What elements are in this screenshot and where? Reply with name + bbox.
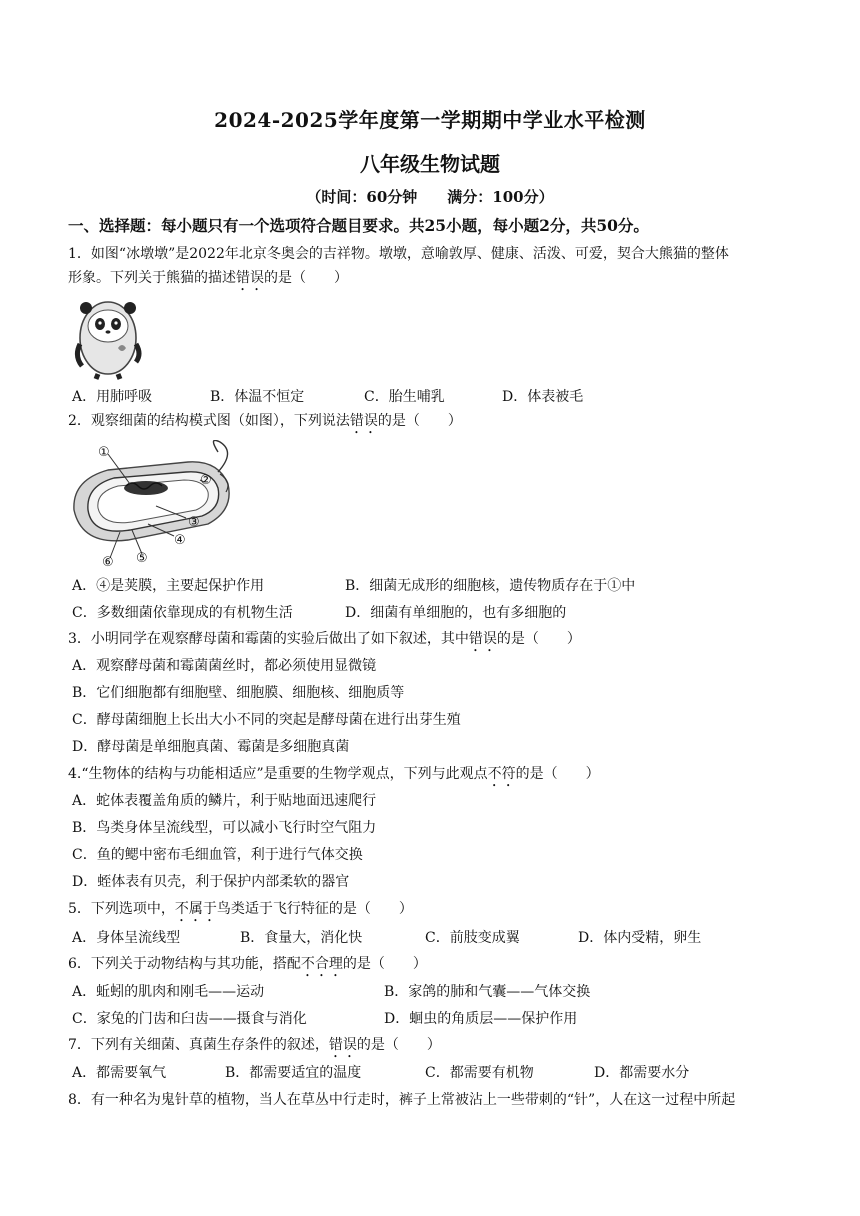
bacterium-label-1: ① bbox=[98, 445, 110, 460]
q3-stem bbox=[68, 629, 581, 655]
q4-option-a: A．蛇体表覆盖角质的鳞片，利于贴地面迅速爬行 bbox=[72, 793, 377, 809]
q6-option-c: C．家兔的门齿和臼齿——摄食与消化 bbox=[72, 1011, 307, 1027]
q3-option-a: A．观察酵母菌和霉菌菌丝时，都必须使用显微镜 bbox=[72, 658, 377, 674]
q3-emphasis: 错误 bbox=[468, 631, 497, 647]
q1-emphasis: 错误 bbox=[236, 270, 264, 286]
q2-stem-text: 2．观察细菌的结构模式图（如图），下列说法 bbox=[68, 413, 350, 429]
q5-option-c: C．前肢变成翼 bbox=[425, 930, 520, 946]
q5-option-d: D．体内受精，卵生 bbox=[578, 930, 702, 946]
q1-option-c: C．胎生哺乳 bbox=[364, 389, 445, 405]
q1-stem-tail: 的是（ ） bbox=[264, 270, 348, 286]
bacterium-label-5: ⑤ bbox=[136, 551, 148, 566]
q7-option-c: C．都需要有机物 bbox=[425, 1065, 534, 1081]
q1-stem-text: 形象。下列关于熊猫的描述 bbox=[68, 270, 236, 286]
bacterium-label-4: ④ bbox=[174, 533, 186, 548]
q8-stem-line1: 8．有一种名为鬼针草的植物，当人在草丛中行走时，裤子上常被沾上一些带刺的“针”，人在这一过程中所起 bbox=[68, 1092, 736, 1108]
q6-option-d: D．蛔虫的角质层——保护作用 bbox=[384, 1011, 578, 1027]
q7-option-a: A．都需要氧气 bbox=[72, 1065, 167, 1081]
q7-stem bbox=[68, 1035, 441, 1061]
q1-option-b: B．体温不恒定 bbox=[210, 389, 305, 405]
q2-emphasis: 错误 bbox=[349, 413, 378, 429]
q6-option-a: A．蚯蚓的肌肉和刚毛——运动 bbox=[72, 984, 265, 1000]
bacterium-label-6: ⑥ bbox=[102, 555, 114, 570]
q1-stem-line2 bbox=[68, 268, 348, 294]
q1-stem-line1: 1．如图“冰墩墩”是2022年北京冬奥会的吉祥物。墩墩，意喻敦厚、健康、活泼、可爱，契合大熊猫的整体 bbox=[68, 246, 729, 262]
q6-stem-tail: 的是（ ） bbox=[342, 956, 427, 972]
q7-option-d: D．都需要水分 bbox=[594, 1065, 690, 1081]
q7-emphasis: 错误 bbox=[328, 1037, 357, 1053]
q3-stem-tail: 的是（ ） bbox=[496, 631, 581, 647]
q7-option-b: B．都需要适宜的温度 bbox=[225, 1065, 362, 1081]
q7-stem-tail: 的是（ ） bbox=[356, 1037, 441, 1053]
q2-option-d: D．细菌有单细胞的，也有多细胞的 bbox=[345, 605, 567, 621]
exam-title: 2024-2025学年度第一学期期中学业水平检测 bbox=[214, 108, 646, 132]
exam-meta: （时间：60分钟 满分：100分） bbox=[306, 188, 554, 206]
q4-option-c: C．鱼的鳃中密布毛细血管，利于进行气体交换 bbox=[72, 847, 363, 863]
bing-dwen-dwen-figure bbox=[72, 296, 144, 380]
q5-stem-tail: 鸟类适于飞行特征的是（ ） bbox=[216, 901, 413, 917]
bacterium-diagram bbox=[68, 440, 238, 572]
q5-emphasis: 不属于 bbox=[174, 901, 217, 917]
q4-emphasis: 不符 bbox=[487, 766, 516, 782]
q2-stem bbox=[68, 411, 462, 437]
q1-option-a: A．用肺呼吸 bbox=[72, 389, 153, 405]
bacterium-label-3: ③ bbox=[188, 515, 200, 530]
q2-stem-tail: 的是（ ） bbox=[377, 413, 462, 429]
q4-option-d: D．蛭体表有贝壳，利于保护内部柔软的器官 bbox=[72, 874, 350, 890]
q3-option-d: D．酵母菌是单细胞真菌、霉菌是多细胞真菌 bbox=[72, 739, 350, 755]
q5-stem-text: 5．下列选项中， bbox=[68, 901, 175, 917]
q2-option-c: C．多数细菌依靠现成的有机物生活 bbox=[72, 605, 293, 621]
q3-stem-text: 3．小明同学在观察酵母菌和霉菌的实验后做出了如下叙述，其中 bbox=[68, 631, 469, 647]
q5-option-b: B．食量大，消化快 bbox=[240, 930, 363, 946]
q4-stem bbox=[68, 764, 600, 790]
q6-option-b: B．家鸽的肺和气囊——气体交换 bbox=[384, 984, 591, 1000]
q2-option-a: A．④是荚膜，主要起保护作用 bbox=[72, 578, 265, 594]
q5-option-a: A．身体呈流线型 bbox=[72, 930, 181, 946]
exam-subtitle: 八年级生物试题 bbox=[360, 152, 500, 176]
q6-stem bbox=[68, 954, 427, 980]
q6-stem-text: 6．下列关于动物结构与其功能，搭配 bbox=[68, 956, 301, 972]
q7-stem-text: 7．下列有关细菌、真菌生存条件的叙述， bbox=[68, 1037, 329, 1053]
q4-stem-text: 4.“生物体的结构与功能相适应”是重要的生物学观点，下列与此观点 bbox=[68, 766, 488, 782]
q3-option-c: C．酵母菌细胞上长出大小不同的突起是酵母菌在进行出芽生殖 bbox=[72, 712, 461, 728]
section-heading: 一、选择题：每小题只有一个选项符合题目要求。共25小题，每小题2分，共50分。 bbox=[68, 216, 649, 235]
q3-option-b: B．它们细胞都有细胞壁、细胞膜、细胞核、细胞质等 bbox=[72, 685, 405, 701]
q2-option-b: B．细菌无成形的细胞核，遗传物质存在于①中 bbox=[345, 578, 636, 594]
bacterium-label-2: ② bbox=[200, 473, 212, 488]
q5-stem bbox=[68, 899, 413, 925]
q4-stem-tail: 的是（ ） bbox=[515, 766, 600, 782]
q6-emphasis: 不合理 bbox=[300, 956, 343, 972]
q1-option-d: D．体表被毛 bbox=[502, 389, 584, 405]
q4-option-b: B．鸟类身体呈流线型，可以减小飞行时空气阻力 bbox=[72, 820, 377, 836]
